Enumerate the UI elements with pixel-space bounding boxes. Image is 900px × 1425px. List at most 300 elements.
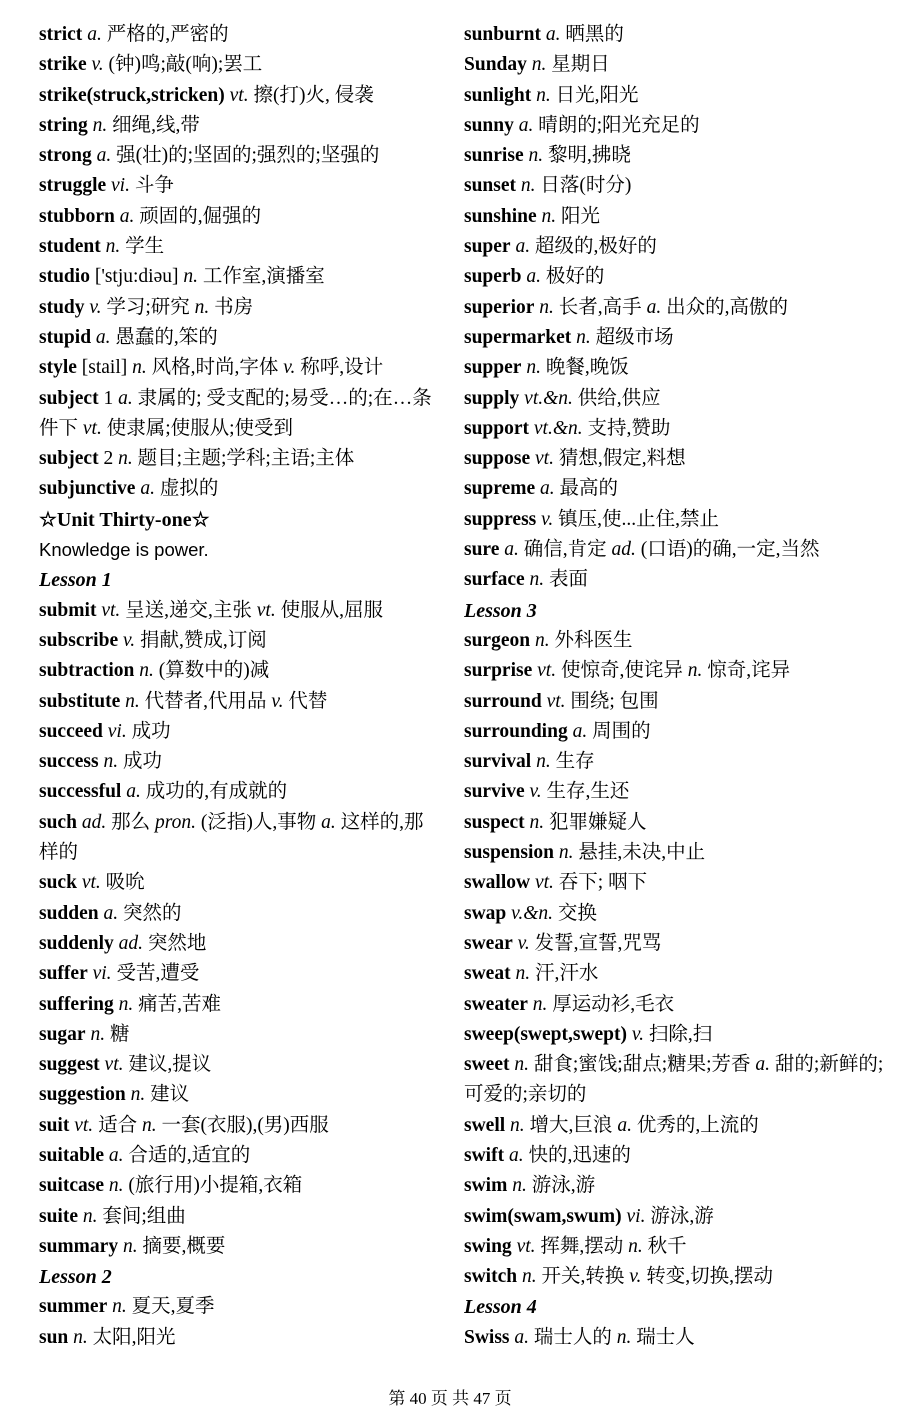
headword: subscribe (39, 629, 119, 651)
vocab-entry (39, 1080, 439, 1110)
vocab-entry (464, 293, 884, 323)
part-of-speech: vi. (107, 720, 127, 742)
headword: sunrise (464, 145, 524, 167)
headword: subtraction (39, 660, 135, 682)
part-of-speech: n. (515, 963, 531, 985)
vocab-entry (464, 414, 884, 444)
definition: 瑞士人的 (533, 1326, 612, 1348)
headword: suppose (464, 448, 531, 470)
headword: survival (464, 751, 532, 773)
vocab-entry (464, 444, 884, 474)
vocab-entry (39, 293, 439, 323)
vocab-entry (39, 777, 439, 807)
definition: 合适的,适宜的 (128, 1144, 251, 1166)
part-of-speech: v. (283, 357, 296, 379)
headword: surprise (464, 660, 533, 682)
part-of-speech: n. (139, 660, 154, 682)
definition: 超级市场 (595, 326, 674, 348)
definition: 快的,迅速的 (528, 1144, 631, 1166)
part-of-speech: v. (271, 690, 284, 712)
definition: 成功 (122, 751, 162, 773)
definition: 日光,阳光 (555, 84, 639, 106)
definition: 优秀的,上流的 (636, 1114, 759, 1136)
part-of-speech: n. (521, 1266, 537, 1288)
headword: swell (464, 1114, 506, 1136)
definition: 秋千 (647, 1235, 687, 1257)
part-of-speech: v. (529, 781, 542, 803)
vocab-entry (39, 1111, 439, 1141)
definition: 严格的,严密的 (106, 24, 229, 45)
definition: 捐献,赞成,订阅 (139, 629, 267, 651)
part-of-speech: a. (515, 236, 531, 258)
definition: 甜的;新鲜的;可爱的;亲切的 (464, 1054, 884, 1106)
vocab-entry (39, 868, 439, 898)
part-of-speech: n. (536, 84, 551, 106)
definition: 愚蠢的,笨的 (115, 326, 218, 348)
headword: swing (464, 1235, 512, 1257)
definition: 题目;主题;学科;主语;主体 (137, 448, 355, 470)
part-of-speech: v. (89, 296, 102, 318)
part-of-speech: n. (108, 1175, 124, 1197)
part-of-speech: ad. (81, 811, 107, 833)
definition: 游泳,游 (650, 1205, 714, 1227)
part-of-speech: n. (92, 114, 108, 136)
headword: superior (464, 296, 535, 318)
definition: 供给,供应 (577, 387, 661, 409)
part-of-speech: n. (118, 448, 133, 470)
part-of-speech: n. (531, 54, 547, 76)
part-of-speech: a. (87, 24, 102, 45)
headword: supreme (464, 478, 536, 500)
part-of-speech: n. (130, 1084, 146, 1106)
definition: 学生 (125, 236, 165, 258)
headword: surface (464, 569, 525, 591)
page-footer: 第 40 页 共 47 页 (388, 1389, 512, 1408)
headword: sudden (39, 902, 99, 924)
part-of-speech: n. (536, 751, 551, 773)
headword: surgeon (464, 629, 531, 651)
definition: 呈送,递交,主张 (125, 599, 252, 621)
vocab-entry (39, 808, 439, 869)
definition: 代替 (288, 690, 328, 712)
definition: 外科医生 (554, 629, 633, 651)
part-of-speech: vi. (92, 963, 112, 985)
part-of-speech: a. (545, 24, 561, 45)
definition: 极好的 (545, 266, 605, 288)
vocab-entry (464, 1141, 884, 1171)
part-of-speech: a. (118, 387, 133, 409)
definition: 开关,转换 (541, 1266, 625, 1288)
part-of-speech: n. (105, 236, 121, 258)
headword: struggle (39, 175, 107, 197)
definition: 使隶属;使服从;使受到 (106, 417, 294, 439)
definition: 出众的,高傲的 (666, 296, 788, 318)
headword: sweat (464, 963, 511, 985)
definition: 长者,高手 (558, 296, 642, 318)
definition: 日落(时分) (540, 175, 632, 197)
definition: ['stju:diəu] (94, 266, 179, 288)
vocab-entry (464, 565, 884, 595)
part-of-speech: n. (529, 811, 545, 833)
vocab-entry (39, 323, 439, 353)
part-of-speech: vt. (104, 1054, 124, 1076)
headword: such (39, 811, 77, 833)
definition: 星期日 (551, 54, 610, 76)
headword: sunlight (464, 84, 532, 106)
part-of-speech: vt. (101, 599, 121, 621)
part-of-speech: n. (118, 993, 134, 1015)
part-of-speech: n. (90, 1023, 106, 1045)
headword: study (39, 296, 85, 318)
definition: 厚运动衫,毛衣 (552, 993, 675, 1015)
part-of-speech: pron. (154, 811, 196, 833)
definition: 这样的,那样的 (39, 811, 424, 864)
headword: suffering (39, 993, 114, 1015)
headword: suit (39, 1114, 70, 1136)
lesson-heading: Lesson 1 (39, 569, 112, 592)
definition: 扫除,扫 (648, 1023, 713, 1045)
vocab-entry (39, 1292, 439, 1322)
vocab-entry (39, 1323, 439, 1353)
vocab-entry (464, 20, 884, 50)
part-of-speech: v.&n. (511, 902, 554, 924)
part-of-speech: a. (572, 720, 588, 742)
vocab-entry (464, 202, 884, 232)
definition: 斗争 (134, 175, 174, 197)
definition: 增大,巨浪 (529, 1114, 613, 1136)
vocab-entry (464, 535, 884, 565)
vocab-entry (464, 868, 884, 898)
definition: 糖 (109, 1023, 130, 1045)
part-of-speech: a. (96, 145, 112, 167)
part-of-speech: v. (629, 1266, 642, 1288)
vocab-entry (464, 777, 884, 807)
part-of-speech: n. (183, 266, 198, 288)
definition: (泛指)人,事物 (200, 811, 317, 833)
vocab-entry (39, 899, 439, 929)
definition: 隶属的; 受支配的;易受…的;在…条件下 (39, 387, 432, 439)
vocab-entry (464, 717, 884, 747)
part-of-speech: vi. (111, 175, 130, 197)
vocab-entry (39, 959, 439, 989)
part-of-speech: a. (617, 1114, 632, 1136)
headword: summer (39, 1296, 108, 1318)
headword: stubborn (39, 205, 115, 227)
definition: 转变,切换,摆动 (646, 1266, 773, 1288)
part-of-speech: a. (540, 478, 555, 500)
vocab-entry (39, 81, 439, 111)
vocab-entry (39, 626, 439, 656)
definition: 1 (103, 387, 114, 409)
part-of-speech: a. (119, 205, 135, 227)
headword: strike (39, 54, 87, 76)
definition: 细绳,线,带 (112, 114, 200, 136)
definition: 学习;研究 (106, 296, 190, 318)
headword: switch (464, 1266, 518, 1288)
headword: swift (464, 1144, 505, 1166)
vocab-entry (39, 232, 439, 262)
part-of-speech: vt. (546, 690, 566, 712)
headword: suggest (39, 1054, 100, 1076)
vocab-entry (464, 50, 884, 80)
headword: strong (39, 145, 92, 167)
vocab-entry (39, 1141, 439, 1171)
vocab-entry (39, 990, 439, 1020)
definition: 悬挂,未决,中止 (578, 842, 706, 864)
vocab-entry (464, 808, 884, 838)
part-of-speech: vi. (626, 1205, 646, 1227)
definition: 生存 (555, 751, 595, 773)
definition: 吞下; 咽下 (558, 872, 648, 894)
vocab-entry (39, 444, 439, 474)
definition: 突然的 (123, 902, 182, 924)
part-of-speech: n. (541, 205, 557, 227)
part-of-speech: n. (616, 1326, 632, 1348)
headword: subjunctive (39, 478, 136, 500)
vocab-entry (39, 353, 439, 383)
definition: 确信,肯定 (523, 539, 607, 561)
definition: (算数中的)减 (158, 660, 270, 682)
vocab-entry (39, 384, 439, 445)
vocab-entry (39, 596, 439, 626)
part-of-speech: n. (687, 660, 703, 682)
unit-heading: ☆Unit Thirty-one☆ (39, 508, 210, 531)
definition: 擦(打)火, 侵袭 (253, 84, 374, 106)
definition: 一套(衣服),(男)西服 (161, 1114, 329, 1136)
part-of-speech: n. (576, 326, 591, 348)
headword: stupid (39, 326, 92, 348)
part-of-speech: v. (631, 1023, 644, 1045)
vocab-entry (464, 626, 884, 656)
definition: 书房 (214, 296, 254, 318)
definition: 使惊奇,使诧异 (560, 660, 683, 682)
vocab-entry (464, 1111, 884, 1141)
headword: suspect (464, 811, 525, 833)
definition: 周围的 (592, 720, 651, 742)
vocab-entry (39, 1050, 439, 1080)
part-of-speech: n. (512, 1175, 527, 1197)
headword: swim(swam,swum) (464, 1205, 622, 1227)
vocab-entry (464, 687, 884, 717)
definition: (口语)的确,一定,当然 (640, 539, 820, 561)
part-of-speech: v. (122, 629, 136, 651)
definition: 生存,生还 (546, 781, 630, 803)
headword: subject (39, 448, 99, 470)
definition: (钟)鸣;敲(响);罢工 (108, 54, 263, 76)
definition: 超级的,极好的 (534, 236, 657, 258)
headword: suggestion (39, 1084, 126, 1106)
headword: sure (464, 539, 500, 561)
vocab-entry (39, 474, 439, 504)
definition: (旅行用)小提箱,衣箱 (128, 1175, 303, 1197)
vocab-entry (464, 929, 884, 959)
definition: 顽固的,倔强的 (139, 205, 262, 227)
definition: 太阳,阳光 (92, 1326, 176, 1348)
definition: 建议,提议 (128, 1054, 212, 1076)
headword: Swiss (464, 1326, 510, 1348)
vocab-entry (39, 1232, 439, 1262)
motto-text: Knowledge is power. (39, 539, 209, 561)
headword: suck (39, 872, 77, 894)
part-of-speech: n. (520, 175, 536, 197)
definition: 惊奇,诧异 (707, 660, 791, 682)
definition: 2 (103, 448, 114, 470)
definition: 汗,汗水 (534, 963, 599, 985)
part-of-speech: n. (112, 1296, 127, 1318)
part-of-speech: n. (526, 357, 541, 379)
lesson-heading: Lesson 2 (39, 1266, 112, 1289)
vocab-entry (39, 1020, 439, 1050)
vocab-entry (464, 323, 884, 353)
headword: Sunday (464, 54, 527, 76)
definition: 晴朗的;阳光充足的 (538, 114, 700, 136)
headword: string (39, 114, 88, 136)
part-of-speech: a. (508, 1144, 524, 1166)
vocab-entry (39, 262, 439, 292)
lesson-heading: Lesson 3 (464, 599, 537, 622)
definition: 阳光 (561, 205, 601, 227)
headword: supermarket (464, 326, 572, 348)
vocab-entry (39, 50, 439, 80)
part-of-speech: n. (539, 296, 554, 318)
part-of-speech: vt.&n. (533, 417, 583, 439)
definition: 成功 (131, 720, 171, 742)
part-of-speech: n. (125, 690, 140, 712)
definition: 猜想,假定,料想 (558, 448, 686, 470)
vocab-entry (464, 899, 884, 929)
vocab-entry (464, 141, 884, 171)
vocab-entry (464, 656, 884, 686)
definition: 晒黑的 (565, 24, 624, 45)
lesson-heading: Lesson 4 (464, 1296, 537, 1319)
part-of-speech: vt. (537, 660, 557, 682)
headword: strike(struck,stricken) (39, 84, 225, 106)
vocab-entry (39, 929, 439, 959)
part-of-speech: n. (82, 1205, 98, 1227)
vocab-entry (464, 1323, 884, 1353)
definition: 吸吮 (105, 872, 145, 894)
vocab-entry (464, 1171, 884, 1201)
part-of-speech: a. (755, 1054, 771, 1076)
part-of-speech: n. (514, 1054, 529, 1076)
vocab-entry (464, 384, 884, 414)
headword: sunny (464, 114, 514, 136)
headword: submit (39, 599, 97, 621)
definition: 痛苦,苦难 (138, 993, 222, 1015)
vocab-entry (39, 747, 439, 777)
part-of-speech: vt. (256, 599, 276, 621)
definition: 游泳,游 (531, 1175, 596, 1197)
vocab-entry (39, 1171, 439, 1201)
headword: surrounding (464, 720, 568, 742)
headword: successful (39, 781, 122, 803)
part-of-speech: n. (529, 569, 545, 591)
headword: strict (39, 24, 83, 45)
part-of-speech: ad. (611, 539, 636, 561)
definition: 成功的,有成就的 (145, 781, 288, 803)
vocab-entry (464, 990, 884, 1020)
headword: super (464, 236, 511, 258)
vocab-entry (39, 111, 439, 141)
headword: sweep(swept,swept) (464, 1023, 628, 1045)
part-of-speech: a. (108, 1144, 124, 1166)
part-of-speech: n. (534, 629, 550, 651)
definition: 犯罪嫌疑人 (549, 811, 647, 833)
headword: suite (39, 1205, 78, 1227)
part-of-speech: a. (140, 478, 155, 500)
vocab-entry (464, 1202, 884, 1232)
vocab-entry (39, 20, 439, 50)
part-of-speech: a. (126, 781, 141, 803)
vocab-entry (39, 717, 439, 747)
vocab-entry (464, 1232, 884, 1262)
headword: sweater (464, 993, 528, 1015)
part-of-speech: vt. (82, 417, 102, 439)
vocab-entry (464, 111, 884, 141)
vocab-entry (464, 959, 884, 989)
headword: sun (39, 1326, 69, 1348)
vocab-entry (39, 687, 439, 717)
definition: 挥舞,摆动 (540, 1235, 624, 1257)
headword: suspension (464, 842, 554, 864)
headword: swim (464, 1175, 508, 1197)
vocab-entry (464, 1050, 884, 1111)
part-of-speech: n. (73, 1326, 88, 1348)
definition: 突然地 (147, 932, 207, 954)
vocab-entry (39, 1202, 439, 1232)
part-of-speech: vt. (535, 448, 554, 470)
headword: supper (464, 357, 522, 379)
part-of-speech: vt. (81, 872, 101, 894)
headword: swallow (464, 872, 531, 894)
vocab-entry (464, 232, 884, 262)
headword: success (39, 751, 99, 773)
part-of-speech: a. (526, 266, 541, 288)
part-of-speech: n. (194, 296, 210, 318)
part-of-speech: v. (517, 932, 530, 954)
definition: 虚拟的 (159, 478, 219, 500)
part-of-speech: v. (91, 54, 104, 76)
vocab-entry (464, 1262, 884, 1292)
definition: 工作室,演播室 (202, 266, 325, 288)
headword: studio (39, 266, 90, 288)
vocab-entry (464, 262, 884, 292)
headword: superb (464, 266, 522, 288)
headword: supply (464, 387, 520, 409)
definition: [stail] (81, 357, 128, 379)
part-of-speech: n. (103, 751, 119, 773)
part-of-speech: n. (141, 1114, 157, 1136)
definition: 交换 (557, 902, 597, 924)
definition: 适合 (98, 1114, 138, 1136)
part-of-speech: a. (103, 902, 119, 924)
right-column (464, 20, 884, 1353)
headword: suppress (464, 508, 537, 530)
part-of-speech: a. (95, 326, 111, 348)
vocab-entry (464, 747, 884, 777)
part-of-speech: n. (528, 145, 544, 167)
definition: 夏天,夏季 (131, 1296, 215, 1318)
vocab-entry (464, 171, 884, 201)
vocab-entry (39, 202, 439, 232)
part-of-speech: vt. (229, 84, 249, 106)
definition: 使服从,屈服 (280, 599, 383, 621)
part-of-speech: vt. (74, 1114, 94, 1136)
headword: suffer (39, 963, 88, 985)
definition: 那么 (111, 811, 151, 833)
left-column (39, 20, 439, 1353)
definition: 建议 (150, 1084, 190, 1106)
